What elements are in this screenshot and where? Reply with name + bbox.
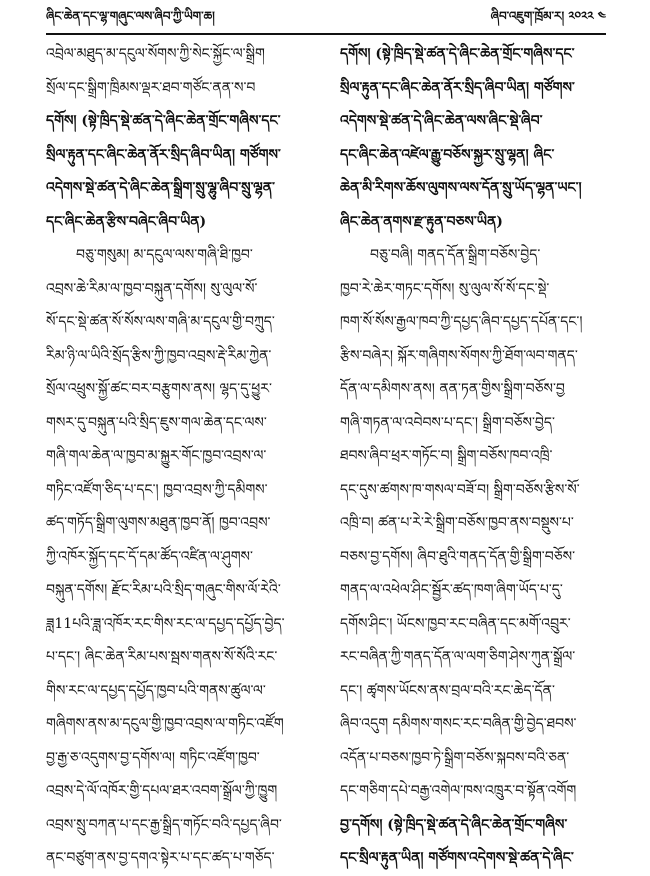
- text-columns: [46, 38, 606, 866]
- running-title-right: ཞིབ་འཇུག་ཁྲོམ་ར། ༢༠༢༢ ༤: [490, 9, 606, 23]
- text-line: བྱ་རྒྱ་ཅ་འདུགས་བྱ་དགོས་ལ། གཏིང་འཛོག་ཁྱབ་: [46, 749, 260, 766]
- text-line: དང་དུས་ཚགས་ཁ་གསལ་བཟོ་བ། སྒྲིག་བཅོས་རྩིས་སོ་: [340, 481, 580, 498]
- text-line: གིས་རང་ལ་དཔྱད་དཔྱོད་ཁྱབ་པའི་གནས་ཚུལ་ལ་: [46, 682, 266, 699]
- text-line: རྩིས་བཞེར། སྐོར་གཞིགས་སོགས་ཀྱི་ཐོག་ལབ་གནད་: [340, 347, 578, 364]
- text-line: ཚད་གཏོད་སྒྲིག་ལུགས་མཐུན་ཁྱབ་ནོ། ཁྱབ་འབྲས་: [46, 515, 271, 531]
- text-line: སྲོལ་དང་སྒྲིག་ཁྲིམས་ལྡར་ཐབ་གཙོང་ནན་ས་བ: [46, 79, 256, 96]
- header-divider: [46, 33, 606, 35]
- text-line: དང་སྲིལ་རྟུན་ཡིན། གཙོགས་འདེགས་སྡེ་ཚན་དེ་ཞིང་: [340, 850, 574, 866]
- text-line: འབྲེལ་མཐུད་མ་དངུལ་སོགས་ཀྱི་སེང་སྐྱོང་ལ་སྒྲིག: [46, 46, 265, 62]
- text-line: འདེགས་སྡེ་ཚན་དེ་ཞིང་ཆེན་སྒྲིག་སྲུ་ལྷུ་ཞིབ་སྲུ་ལྷན་: [46, 180, 275, 196]
- right-column: [340, 38, 606, 866]
- text-line: གཏིང་འཛོག་ཅིད་པ་དང་། ཁྱབ་འབྲས་ཀྱི་དམིགས་: [46, 481, 268, 498]
- text-line: དགོས། (སྟེ་ཁྲིད་སྡེ་ཚན་དེ་ཞིང་ཆེན་གྲོང་གཞིས་དང་: [46, 113, 281, 129]
- text-line: འབྲས་དེ་ལོ་འཁོར་གྱི་དཔལ་ཐར་འབག་སྒྲོལ་ཀྱི་ཁྱུག: [46, 783, 278, 799]
- text-line: ཁག་སོ་སོས་རྒྱལ་ཁབ་ཀྱི་དཔྱད་ཞིབ་དཔྱད་དཔོན་དང་།: [340, 314, 583, 330]
- text-line: སྲིལ་རྟུན་དང་ཞིང་ཆེན་ནོར་སྲིད་ཞིབ་ཡིན། གཙོགས་: [340, 79, 575, 96]
- text-line: པ་དང་། ཞིང་ཆེན་རིམ་པས་སྦས་གནས་སོ་སོའི་རང་: [46, 649, 278, 665]
- text-line: འདོན་པ་བཅས་ཁྱབ་ཏེ་སྒྲིག་བཅོས་སྐབས་བའི་ཅན་: [340, 749, 570, 766]
- text-line: དང་གཅིག་དཔེ་བརྒྱ་འགེལ་ཁས་འཁྲུར་བ་སྟོན་འགོག: [340, 783, 577, 799]
- page-header: [46, 10, 606, 30]
- text-line: བསྐུན་དགོས། རྫོང་རིམ་པའི་སྲིད་གཞུང་གིས་ལོ་རེའི་: [46, 582, 281, 598]
- text-line: ནང་བཙུག་ནས་བྱ་དགའ་སྟེར་པ་དང་ཚད་པ་གཅོད་: [46, 850, 275, 866]
- text-line: གཞི་གལ་ཆེན་ལ་ཁྱབ་མ་སྐྱུར་གོང་ཁྱབ་འབྲས་ལ་: [46, 448, 267, 464]
- text-line: རིམ་ཉི་ལ་ཡིའི་སྲོད་རྩིས་ཀྱི་ཁྱབ་འབྲས་རྡེ་རིམ་ཀྱེན་: [46, 347, 272, 364]
- text-line: གནད་ལ་འཕེལ་ཤིང་སྦྱོར་ཚད་ཁག་ཞིག་ཡོད་པ་དུ་: [340, 582, 563, 598]
- text-line: དོན་ལ་དམིགས་ནས། ནན་ཏན་གྱིས་སྒྲིག་བཅོས་བྱ: [340, 381, 565, 397]
- text-line: དང་ཞིང་ཆེན་རྩིས་བཞེང་ཞིབ་ཡིན): [46, 213, 207, 230]
- text-line: བཅུ་བཞི། གནད་དོན་སྒྲིག་བཅོས་བྱེད་: [370, 247, 541, 263]
- text-line: སོ་དང་སྡེ་ཚན་སོ་སོས་ལས་གཞི་མ་དངུལ་གྱི་བཀྲུད་: [46, 314, 275, 330]
- text-line: སྲིལ་རྟུན་དང་ཞིང་ཆེན་ནོར་སྲིད་ཞིབ་ཡིན། གཙོགས་: [46, 146, 281, 163]
- left-column: [46, 38, 312, 866]
- text-line: བཅུ་གསུམ། མ་དངུལ་ལས་གཞི་ཐི་ཁྱབ་: [76, 247, 253, 263]
- text-line: ཞིང་ཆེན་ནགས་རྫ་རྟུན་བཅས་ཡིན): [340, 213, 503, 230]
- text-line: འདེགས་སྡེ་ཚན་དེ་ཞིང་ཆེན་ལས་ཞིང་སྡེ་ཞིབ་: [340, 113, 543, 129]
- text-line: འབྲས་སྲུ་བཀན་པ་དང་རྒྱ་སྒྲིད་གཏོང་བའི་དཔྱད་ཞིབ་: [46, 816, 282, 833]
- text-line: བཅས་བྱ་དགོས། ཞིབ་ཐུའི་གནད་དོན་གྱི་སྒྲིག་བཅོས་: [340, 548, 576, 565]
- text-line: བྱ་དགོས། (སྟེ་ཁྲིད་སྡེ་ཚན་དེ་ཞིང་ཆེན་གྲོང་གཞིས་: [340, 816, 568, 833]
- text-line: དགོས། (སྟེ་ཁྲིད་སྡེ་ཚན་དེ་ཞིང་ཆེན་གྲོང་གཞིས་དང་: [340, 46, 575, 62]
- text-line: ཞིབ་འདུག དམིགས་གསང་རང་བཞིན་གྱི་བྱེད་ཐབས་: [340, 716, 577, 732]
- text-line: རང་བཞིན་ཀྱི་གནད་དོན་ལ་ལག་ཅིག་ཤེས་ཀུན་སྒྲོལ་: [340, 649, 576, 665]
- text-line: ཀྱི་འཁོར་སྐྱོད་དང་དོ་དམ་ཚོད་འཛིན་ལ་ཤུགས་: [46, 548, 253, 565]
- text-line: དང་། ཚྭགས་ཡོངས་ནས་བྲལ་བའི་རང་ཆེད་དོན་: [340, 682, 555, 699]
- text-line: ཟླ11པའི་ཟླ་འཁོར་རང་གིས་རང་ལ་དཔྱད་དཔྱོད་བྱེད་: [46, 615, 285, 632]
- text-line: དང་ཞིང་ཆེན་འཛེལ་རྒྱུ་བཅོས་སྐྱར་སྲུ་ལྷན། ཞིང་: [340, 146, 555, 163]
- text-line: འབྲས་ཆེ་རིམ་ལ་ཁྱབ་བསྐུན་དགོས། སུ་ལུལ་སོ་: [46, 280, 258, 297]
- text-line: གཞིགས་ནས་མ་དངུལ་གྱི་ཁྱབ་འབྲས་ལ་གཏིང་འཛོག: [46, 716, 284, 732]
- text-line: ཆེན་མི་རིགས་ཆོས་ལུགས་ལས་དོན་སྲུ་ཡོད་ལྷན་ཡང་།: [340, 180, 582, 196]
- text-line: འཁྲི་བ། ཚན་པ་རེ་རེ་སྒྲིག་བཅོས་ཁྱབ་ནས་བསྡུས་པ་: [340, 515, 574, 531]
- text-line: ཁྱབ་རེ་ཆེར་གཏང་དགོས། སུ་ལུལ་སོ་སོ་དང་སྡེ་: [340, 280, 550, 297]
- text-line: གསར་དུ་བསྐུན་པའི་སྲིད་ཇུས་གལ་ཆེན་དང་ལས་: [46, 414, 267, 431]
- running-title-left: ཞིང་ཆེན་དང་ལྷ་གཞུང་ལས་ཞིབ་ཀྱི་ཡིག་ཆ།: [46, 9, 215, 23]
- text-line: གཞི་གཏན་ལ་འབེབས་པ་དང་། སྒྲིག་བཅོས་བྱེད་: [340, 414, 555, 431]
- text-line: སྲོལ་འཕྲུས་སྐྱོ་ཚང་བར་བརྩུགས་ནས། ལྷད་དུ་ཕྱུར་: [46, 381, 272, 397]
- text-line: ཐབས་ཞིབ་ཕྲར་གཏོང་བ། སྒྲིག་བཅོས་ཁབ་འཁྲི་: [340, 448, 553, 464]
- text-line: དགོས་ཤིང་། ཡོངས་ཁྱབ་རང་བཞིན་དང་མགོ་འབྲུར་: [340, 615, 571, 632]
